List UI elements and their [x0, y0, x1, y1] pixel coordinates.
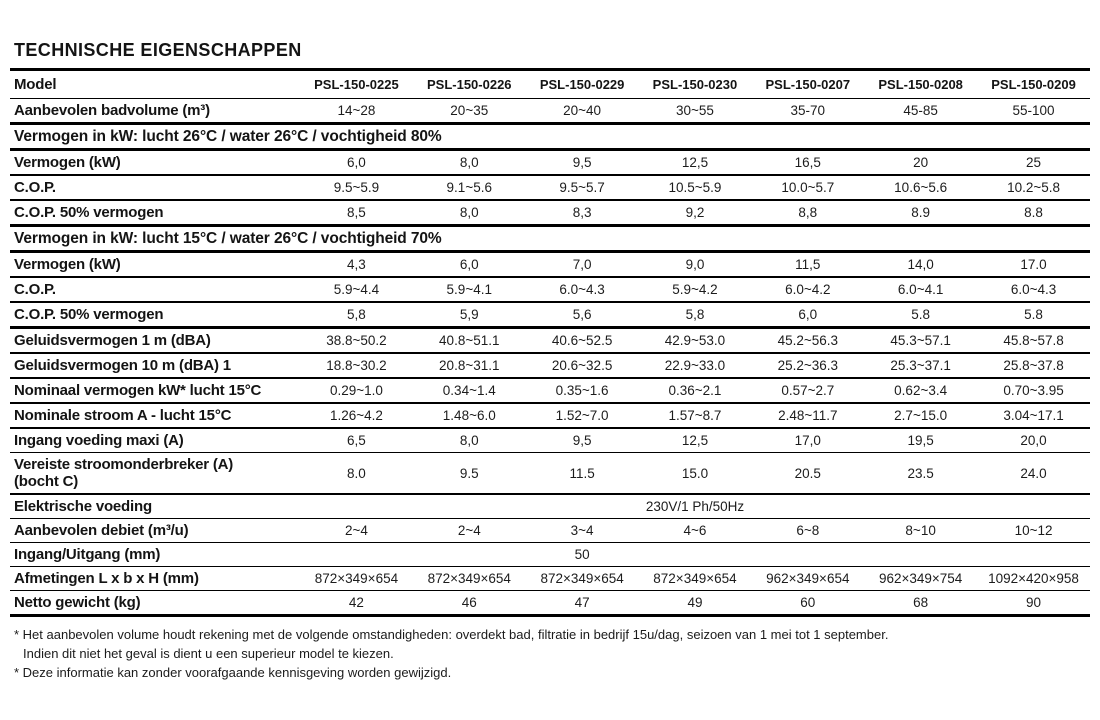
spec-cell: 5.9~4.2 — [672, 282, 718, 297]
spec-cell: 6.0~4.2 — [785, 282, 831, 297]
spec-cell: 0.57~2.7 — [781, 383, 835, 398]
spec-cell: 20.5 — [794, 465, 821, 481]
spec-cell: 14~28 — [337, 103, 376, 118]
spec-cell: 872×349×654 — [540, 571, 624, 586]
spec-cell: 6,0 — [347, 155, 366, 170]
spec-cell: 5.8 — [911, 307, 931, 322]
spec-cell: 9,0 — [685, 257, 705, 272]
spec-cell: 25.3~37.1 — [890, 358, 951, 373]
spec-cell: 9,5 — [572, 155, 592, 170]
row-label: C.O.P. 50% vermogen — [14, 306, 164, 323]
spec-cell: 9,2 — [685, 205, 705, 220]
table-row — [10, 200, 1090, 226]
column-header-model-name: PSL-150-0225 — [314, 77, 399, 92]
spec-cell: 45.2~56.3 — [777, 333, 839, 348]
spec-cell: 40.8~51.1 — [439, 333, 500, 348]
spec-cell: 18.8~30.2 — [326, 358, 387, 373]
spec-cell: 10.0~5.7 — [781, 180, 835, 195]
table-header-row — [10, 70, 1090, 99]
table-row — [10, 150, 1090, 176]
spec-cell: 17.0 — [1020, 257, 1047, 272]
table-row — [10, 175, 1090, 200]
spec-cell: 9.5 — [459, 465, 479, 481]
spec-cell: 10.6~5.6 — [894, 180, 948, 195]
row-label: Vermogen (kW) — [14, 154, 121, 171]
section-header: Vermogen in kW: lucht 15°C / water 26°C / vochtigheid 70% — [14, 230, 442, 247]
spec-cell: 45.8~57.8 — [1003, 333, 1064, 348]
column-header-model-name: PSL-150-0230 — [652, 77, 738, 92]
spec-cell: 90 — [1026, 595, 1042, 610]
spec-cell: 20,0 — [1020, 433, 1047, 448]
column-header-model: Model — [14, 76, 57, 93]
spec-cell — [977, 543, 1090, 567]
spec-cell: 8,0 — [459, 205, 479, 220]
spec-cell: 14,0 — [907, 257, 934, 272]
row-label: C.O.P. — [14, 179, 56, 196]
row-label: C.O.P. — [14, 281, 56, 298]
spec-cell: 8,5 — [347, 205, 366, 220]
spec-cell: 4,3 — [347, 257, 366, 272]
page-title: TECHNISCHE EIGENSCHAPPEN — [14, 40, 302, 60]
spec-cell: 12,5 — [681, 155, 709, 170]
table-row — [10, 353, 1090, 378]
spec-cell: 46 — [461, 595, 477, 610]
row-label: Nominale stroom A - lucht 15°C — [14, 407, 232, 424]
table-row — [10, 543, 1090, 567]
spec-cell: 15.0 — [681, 465, 709, 481]
row-label: Netto gewicht (kg) — [14, 594, 141, 611]
spec-cell: 2.7~15.0 — [894, 408, 948, 423]
spec-cell: 20 — [913, 155, 929, 170]
row-label: Aanbevolen debiet (m³/u) — [14, 522, 189, 539]
spec-cell: 4~6 — [683, 523, 707, 538]
row-label: Ingang/Uitgang (mm) — [14, 546, 161, 563]
spec-cell: 1.57~8.7 — [668, 408, 722, 423]
spec-cell: 6.0~4.3 — [559, 282, 605, 297]
spec-cell: 2~4 — [344, 523, 368, 538]
column-header-model-name: PSL-150-0209 — [991, 77, 1076, 92]
spec-cell: 40.6~52.5 — [551, 333, 613, 348]
row-label: Vermogen (kW) — [14, 256, 121, 273]
spec-cell: 872×349×654 — [427, 571, 511, 586]
row-label: Vereiste stroomonderbreker (A) (bocht C) — [10, 453, 300, 495]
spec-cell: 25.8~37.8 — [1003, 358, 1064, 373]
spec-cell: 0.70~3.95 — [1003, 383, 1064, 398]
spec-cell: 1.26~4.2 — [329, 408, 383, 423]
spec-cell: 7,0 — [572, 257, 592, 272]
table-row — [10, 428, 1090, 453]
spec-cell: 1.52~7.0 — [555, 408, 609, 423]
spec-cell: 25.2~36.3 — [777, 358, 839, 373]
table-row — [10, 99, 1090, 124]
table-row — [10, 252, 1090, 278]
spec-table — [10, 68, 1090, 617]
spec-cell: 6.0~4.3 — [1010, 282, 1057, 297]
spec-cell: 9.5~5.7 — [559, 180, 605, 195]
row-label: Afmetingen L x b x H (mm) — [14, 570, 199, 587]
spec-cell: 68 — [913, 595, 929, 610]
spec-cell — [864, 543, 977, 567]
row-label: Geluidsvermogen 1 m (dBA) — [14, 332, 211, 349]
table-row — [10, 378, 1090, 403]
row-label: Ingang voeding maxi (A) — [14, 432, 184, 449]
row-label: C.O.P. 50% vermogen — [14, 204, 164, 221]
spec-cell: 5,8 — [685, 307, 705, 322]
spec-cell: 8,0 — [459, 155, 479, 170]
column-header-model-name: PSL-150-0229 — [539, 77, 625, 92]
table-row — [10, 403, 1090, 428]
spec-cell: 50 — [574, 547, 590, 562]
spec-cell: 1092×420×958 — [988, 571, 1079, 586]
spec-cell: 8.8 — [1024, 205, 1043, 220]
table-row — [10, 277, 1090, 302]
section-header-row — [10, 226, 1090, 252]
column-header-model-name: PSL-150-0226 — [426, 77, 512, 92]
row-label: Aanbevolen badvolume (m³) — [14, 102, 210, 119]
section-header-row — [10, 124, 1090, 150]
spec-cell: 8,0 — [459, 433, 479, 448]
footnote-line: Indien dit niet het geval is dient u een superieur model te kiezen. — [23, 646, 394, 661]
spec-cell: 16,5 — [794, 155, 821, 170]
spec-cell: 45.3~57.1 — [890, 333, 951, 348]
row-label: Nominaal vermogen kW* lucht 15°C — [14, 382, 262, 399]
spec-cell: 10.2~5.8 — [1007, 180, 1060, 195]
spec-cell: 60 — [800, 595, 816, 610]
spec-cell: 22.9~33.0 — [664, 358, 726, 373]
spec-cell: 8~10 — [905, 523, 936, 538]
spec-cell: 42 — [348, 595, 364, 610]
spec-cell: 2.48~11.7 — [778, 408, 838, 423]
spec-cell: 20.8~31.1 — [439, 358, 500, 373]
spec-cell: 8,8 — [798, 205, 818, 220]
spec-cell: 45-85 — [903, 103, 938, 118]
spec-cell: 6,0 — [798, 307, 818, 322]
spec-cell: 12,5 — [681, 433, 709, 448]
spec-cell: 8.9 — [911, 205, 931, 220]
table-row — [10, 567, 1090, 591]
footnote-line: * Deze informatie kan zonder voorafgaande kennisgeving worden gewijzigd. — [14, 665, 452, 680]
spec-cell: 30~55 — [675, 103, 714, 118]
spec-cell: 23.5 — [907, 465, 934, 481]
spec-cell: 6,0 — [459, 257, 479, 272]
spec-cell: 35-70 — [790, 103, 826, 118]
table-row — [10, 302, 1090, 328]
spec-cell: 0.62~3.4 — [894, 383, 948, 398]
spec-cell: 5.8 — [1024, 307, 1043, 322]
spec-cell-span: 230V/1 Ph/50Hz — [645, 499, 745, 514]
footnotes — [14, 625, 1090, 682]
spec-cell: 872×349×654 — [653, 571, 737, 586]
column-header-model-name: PSL-150-0207 — [765, 77, 851, 92]
spec-cell: 6.0~4.1 — [897, 282, 944, 297]
spec-cell: 5,8 — [347, 307, 366, 322]
spec-cell: 0.36~2.1 — [668, 383, 722, 398]
spec-cell: 3.04~17.1 — [1003, 408, 1064, 423]
spec-cell: 9,5 — [572, 433, 592, 448]
spec-cell: 1.48~6.0 — [442, 408, 496, 423]
spec-cell: 24.0 — [1020, 465, 1047, 481]
table-row — [10, 591, 1090, 616]
spec-cell: 872×349×654 — [314, 571, 399, 586]
spec-cell: 6,5 — [347, 433, 366, 448]
spec-cell: 5.9~4.4 — [333, 282, 380, 297]
spec-cell: 20.6~32.5 — [551, 358, 613, 373]
table-row — [10, 494, 1090, 519]
footnote-line: * Het aanbevolen volume houdt rekening met de volgende omstandigheden: overdekt bad, filtratie in bedrijf 15u/dag, seizoen van 1 mei tot 1 september. — [14, 627, 889, 642]
spec-cell: 17,0 — [794, 433, 821, 448]
spec-cell: 10~12 — [1014, 523, 1053, 538]
table-row — [10, 519, 1090, 543]
spec-cell: 11,5 — [795, 257, 821, 272]
spec-cell: 5.9~4.1 — [446, 282, 492, 297]
spec-cell: 42.9~53.0 — [664, 333, 726, 348]
section-header: Vermogen in kW: lucht 26°C / water 26°C / vochtigheid 80% — [14, 128, 442, 145]
spec-cell: 47 — [574, 595, 590, 610]
spec-cell — [300, 543, 413, 567]
spec-cell: 6~8 — [796, 523, 820, 538]
row-label: Geluidsvermogen 10 m (dBA) 1 — [14, 357, 231, 374]
spec-cell: 20~40 — [563, 103, 602, 118]
spec-cell: 5,9 — [459, 307, 479, 322]
spec-cell — [413, 543, 526, 567]
spec-cell: 8.0 — [347, 465, 366, 481]
spec-cell: 55-100 — [1012, 103, 1055, 118]
table-row — [10, 453, 1090, 495]
spec-cell: 0.35~1.6 — [555, 383, 609, 398]
spec-cell: 962×349×754 — [878, 571, 963, 586]
spec-cell: 9.1~5.6 — [446, 180, 492, 195]
spec-cell: 3~4 — [570, 523, 594, 538]
spec-cell: 25 — [1026, 155, 1042, 170]
column-header-model-name: PSL-150-0208 — [878, 77, 963, 92]
spec-cell: 10.5~5.9 — [668, 180, 722, 195]
spec-cell: 20~35 — [450, 103, 489, 118]
spec-cell — [639, 543, 752, 567]
spec-cell: 8,3 — [572, 205, 592, 220]
row-label-line2: (bocht C) — [14, 473, 79, 490]
spec-cell: 9.5~5.9 — [333, 180, 380, 195]
spec-cell: 5,6 — [572, 307, 592, 322]
row-label: Elektrische voeding — [14, 498, 152, 515]
spec-cell: 0.34~1.4 — [442, 383, 496, 398]
spec-cell: 49 — [687, 595, 703, 610]
spec-cell: 2~4 — [457, 523, 481, 538]
spec-cell: 19,5 — [907, 433, 934, 448]
spec-cell — [751, 543, 864, 567]
spec-cell: 11.5 — [569, 465, 595, 481]
spec-cell: 0.29~1.0 — [329, 383, 383, 398]
table-row — [10, 328, 1090, 354]
spec-cell: 962×349×654 — [766, 571, 850, 586]
spec-cell: 38.8~50.2 — [326, 333, 387, 348]
